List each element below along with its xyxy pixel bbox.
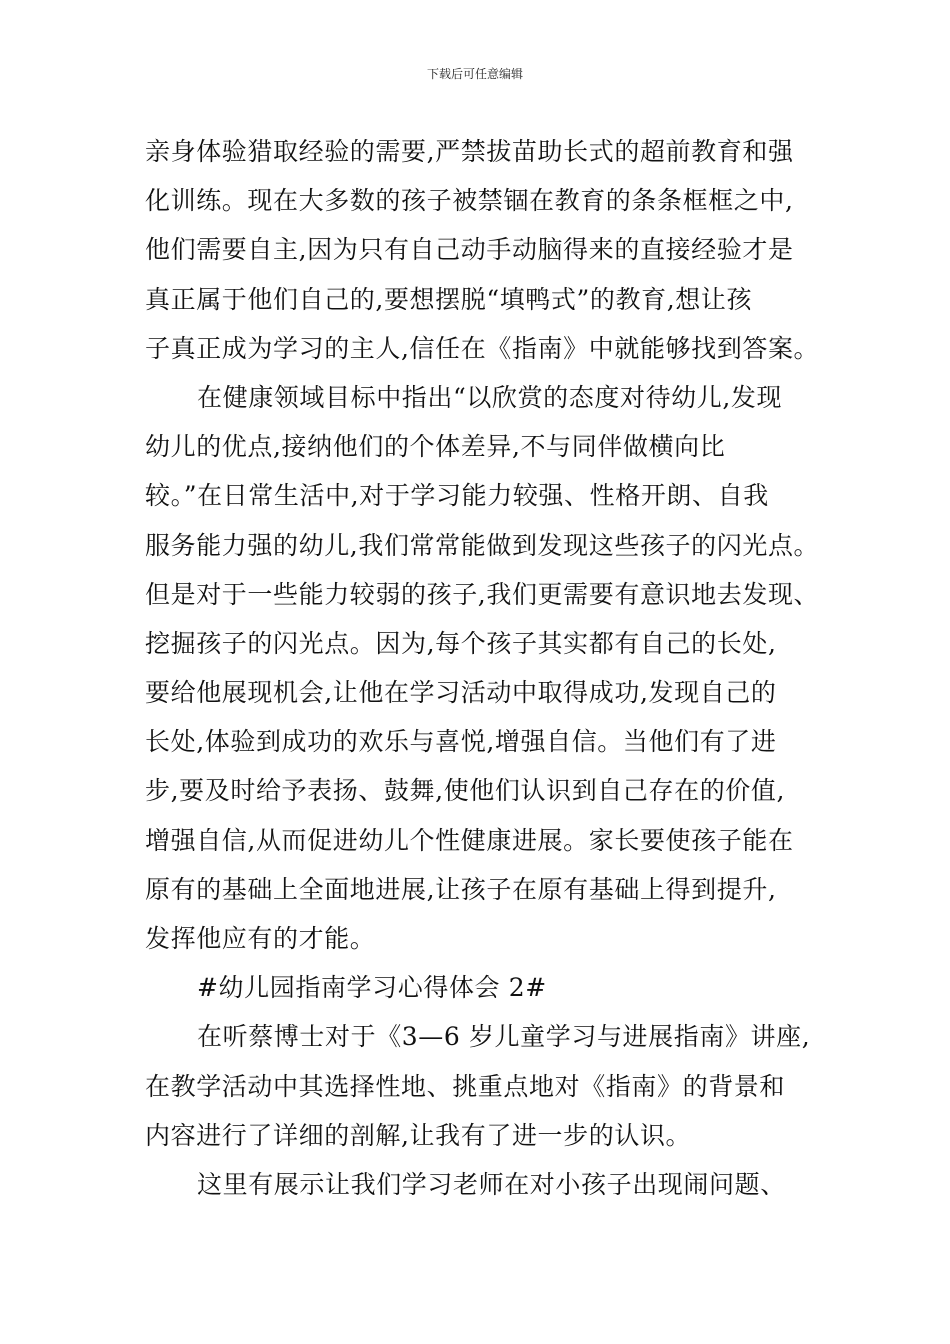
text-line: 幼儿的优点,接纳他们的个体差异,不与同伴做横向比 — [145, 432, 726, 462]
text-line: 真正属于他们自己的,要想摆脱“填鸭式”的教育,想让孩 — [145, 284, 753, 314]
text-line: 原有的基础上全面地进展,让孩子在原有基础上得到提升, — [145, 874, 777, 904]
paragraph-start-line: 在健康领域目标中指出“以欣赏的态度对待幼儿,发现 — [197, 382, 783, 412]
text-line: 步,要及时给予表扬、鼓舞,使他们认识到自己存在的价值, — [145, 776, 786, 806]
text-line: 长处,体验到成功的欢乐与喜悦,增强自信。当他们有了进 — [145, 727, 777, 757]
text-line: 较。”在日常生活中,对于学习能力较强、性格开朗、自我 — [145, 481, 769, 511]
text-line: 子真正成为学习的主人,信任在《指南》中就能够找到答案。 — [145, 333, 820, 363]
text-line: 发挥他应有的才能。 — [145, 924, 376, 953]
paragraph-start-line: 这里有展示让我们学习老师在对小孩子出现闹问题、 — [197, 1169, 786, 1199]
text-line: 要给他展现机会,让他在学习活动中取得成功,发现自己的 — [145, 678, 777, 708]
document-body — [145, 127, 820, 1209]
text-line: 但是对于一些能力较弱的孩子,我们更需要有意识地去发现、 — [145, 579, 820, 609]
page-header: 下载后可任意编辑 — [426, 67, 523, 81]
section-heading: #幼儿园指南学习心得体会 2# — [197, 973, 547, 1003]
text-line: 服务能力强的幼儿,我们常常能做到发现这些孩子的闪光点。 — [145, 530, 820, 560]
text-line: 亲身体验猎取经验的需要,严禁拔苗助长式的超前教育和强 — [145, 137, 794, 166]
text-line: 内容进行了详细的剖解,让我有了进一步的认识。 — [145, 1120, 692, 1150]
text-line: 化训练。现在大多数的孩子被禁锢在教育的条条框框之中, — [145, 186, 794, 216]
paragraph-start-line: 在听蔡博士对于《3—6 岁儿童学习与进展指南》讲座, — [197, 1022, 811, 1052]
text-line: 他们需要自主,因为只有自己动手动脑得来的直接经验才是 — [145, 235, 794, 265]
text-line: 增强自信,从而促进幼儿个性健康进展。家长要使孩子能在 — [145, 825, 794, 855]
text-line: 在教学活动中其选择性地、挑重点地对《指南》的背景和 — [145, 1071, 786, 1101]
text-line: 挖掘孩子的闪光点。因为,每个孩子其实都有自己的长处, — [145, 628, 777, 658]
